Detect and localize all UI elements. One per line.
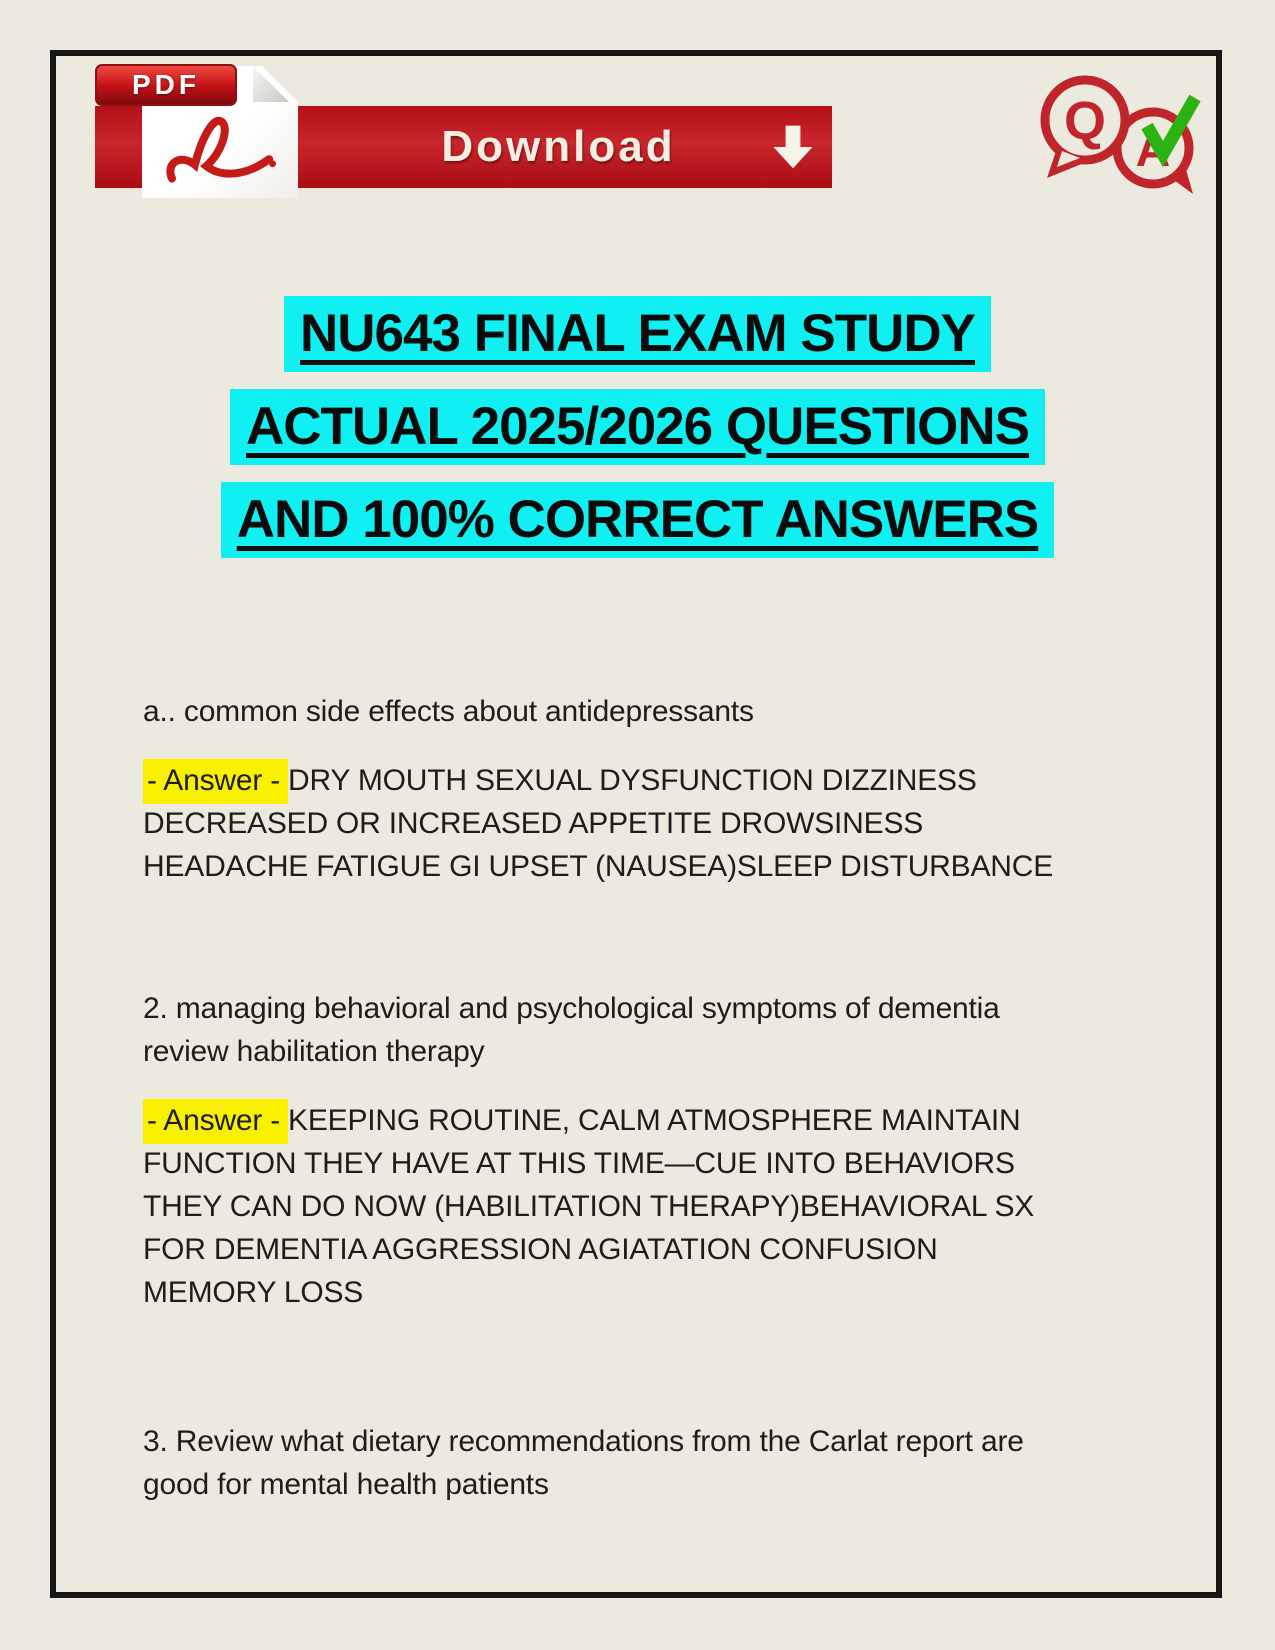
answer-1-text: DRY MOUTH SEXUAL DYSFUNCTION DIZZINESS DECREASED OR INCREASED APPETITE DROWSINESS HEADACHE FATIGUE GI UPSET (NAUSEA)SLEEP DISTURBANCE	[143, 764, 1054, 883]
title-line-2: ACTUAL 2025/2026 QUESTIONS	[230, 389, 1045, 465]
pdf-badge-label: PDF	[132, 69, 200, 100]
title-line-1: NU643 FINAL EXAM STUDY	[284, 296, 991, 372]
question-1: a.. common side effects about antidepressants	[143, 695, 754, 728]
answer-1	[143, 759, 1078, 888]
qa-logo-a-letter: A	[1135, 124, 1171, 177]
download-arrow-icon	[767, 119, 819, 175]
download-label: Download	[441, 122, 676, 171]
qa-content	[143, 690, 1078, 1506]
qa-logo	[1035, 68, 1205, 196]
title-line-3: AND 100% CORRECT ANSWERS	[221, 482, 1055, 558]
document-title	[56, 296, 1219, 575]
answer-1-label: - Answer -	[143, 759, 288, 804]
question-2: 2. managing behavioral and psychological symptoms of dementia review habilitation therapy	[143, 992, 1000, 1068]
pdf-badge	[95, 64, 237, 106]
answer-2-label: - Answer -	[143, 1099, 288, 1144]
question-3: 3. Review what dietary recommendations from the Carlat report are good for mental health patients	[143, 1425, 1024, 1501]
answer-2-text: KEEPING ROUTINE, CALM ATMOSPHERE MAINTAIN FUNCTION THEY HAVE AT THIS TIME—CUE INTO BEHAVIORS THEY CAN DO NOW (HABILITATION THERAPY)BEHAVIORAL SX FOR DEMENTIA AGGRESSION AGIATATION CONFUSION MEMORY LOSS	[143, 1104, 1035, 1309]
acrobat-logo-icon	[156, 110, 284, 190]
answer-2	[143, 1099, 1078, 1314]
qa-logo-q-letter: Q	[1063, 91, 1107, 151]
a-bubble-tail	[1171, 166, 1193, 194]
